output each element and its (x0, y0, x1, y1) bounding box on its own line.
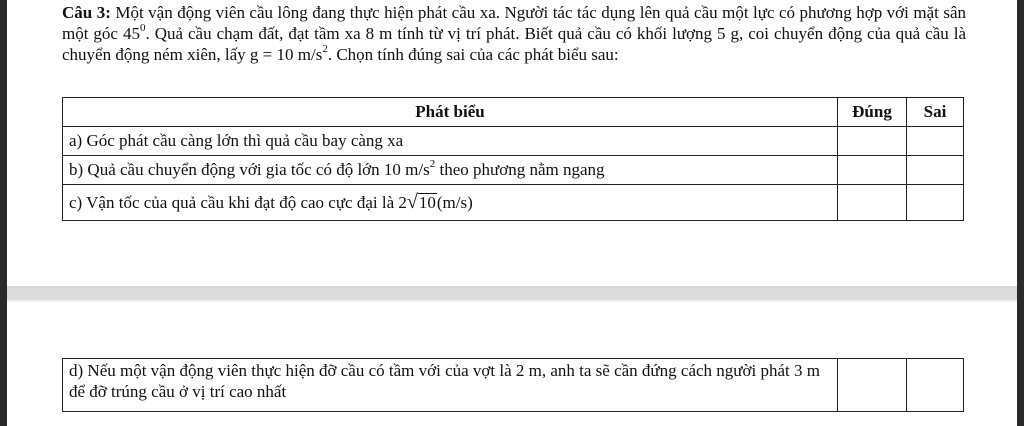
statement-a: a) Góc phát cầu càng lớn thì quả cầu bay càng xa (63, 127, 838, 156)
statement-b (63, 156, 838, 185)
answer-false-a[interactable] (907, 127, 964, 156)
question-part2: . Quả cầu chạm đất, đạt tầm xa 8 m tính từ vị trí phát. Biết quả cầu có khối lượng 5 g, coi chuyển động của quả cầu là chuyển động ném xiên, lấy (62, 24, 966, 64)
answer-false-c[interactable] (907, 185, 964, 221)
header-statement: Phát biểu (63, 98, 838, 127)
answer-false-b[interactable] (907, 156, 964, 185)
right-frame-border (1017, 0, 1024, 426)
page-gap-divider (7, 300, 1017, 302)
statement-d: d) Nếu một vận động viên thực hiện đỡ cầu có tầm với của vợt là 2 m, anh ta sẽ cần đứng cách người phát 3 m để đỡ trúng cầu ở vị trí cao nhất (63, 359, 838, 412)
gravity-expression: g = 10 m/s (249, 45, 323, 64)
statement-b-exponent: 2 (429, 158, 436, 171)
sqrt-radicand: 10 (418, 192, 436, 212)
statement-c-unit: (m/s) (436, 192, 473, 212)
angle-degree: 0 (139, 22, 146, 35)
header-false: Sai (907, 98, 964, 127)
header-true: Đúng (838, 98, 907, 127)
answer-true-d[interactable] (838, 359, 907, 412)
answer-true-c[interactable] (838, 185, 907, 221)
statement-b-prefix: b) Quả cầu chuyển động với gia tốc có độ lớn 10 m/s (69, 160, 430, 179)
question-part3: . Chọn tính đúng sai của các phát biểu sau: (327, 45, 619, 64)
angle-value: 45 (122, 24, 140, 43)
table-header-row (63, 98, 964, 127)
table-row (63, 156, 964, 185)
question-text (62, 2, 966, 65)
answer-false-d[interactable] (907, 359, 964, 412)
answer-true-b[interactable] (838, 156, 907, 185)
left-frame-border (0, 0, 7, 426)
statement-c-prefix: c) Vận tốc của quả cầu khi đạt độ cao cực đại là (69, 192, 399, 212)
statements-table (62, 97, 964, 221)
sqrt-expression (406, 190, 437, 213)
page-gap (7, 286, 1017, 300)
statement-c-coef: 2 (398, 192, 407, 212)
answer-true-a[interactable] (838, 127, 907, 156)
statements-table-continued (62, 358, 964, 412)
statement-c (63, 185, 838, 221)
table-row (63, 185, 964, 221)
statement-b-suffix: theo phương nằm ngang (435, 160, 605, 179)
question-label: Câu 3: (62, 3, 111, 22)
question-part1: Một vận động viên cầu lông đang thực hiện phát cầu xa. Người tác tác dụng lên quả cầu một lực có phương hợp với mặt sân một góc (62, 3, 966, 43)
table-row (63, 359, 964, 412)
sqrt-symbol: √ (406, 190, 418, 213)
gravity-exponent: 2 (322, 43, 328, 56)
table-row (63, 127, 964, 156)
